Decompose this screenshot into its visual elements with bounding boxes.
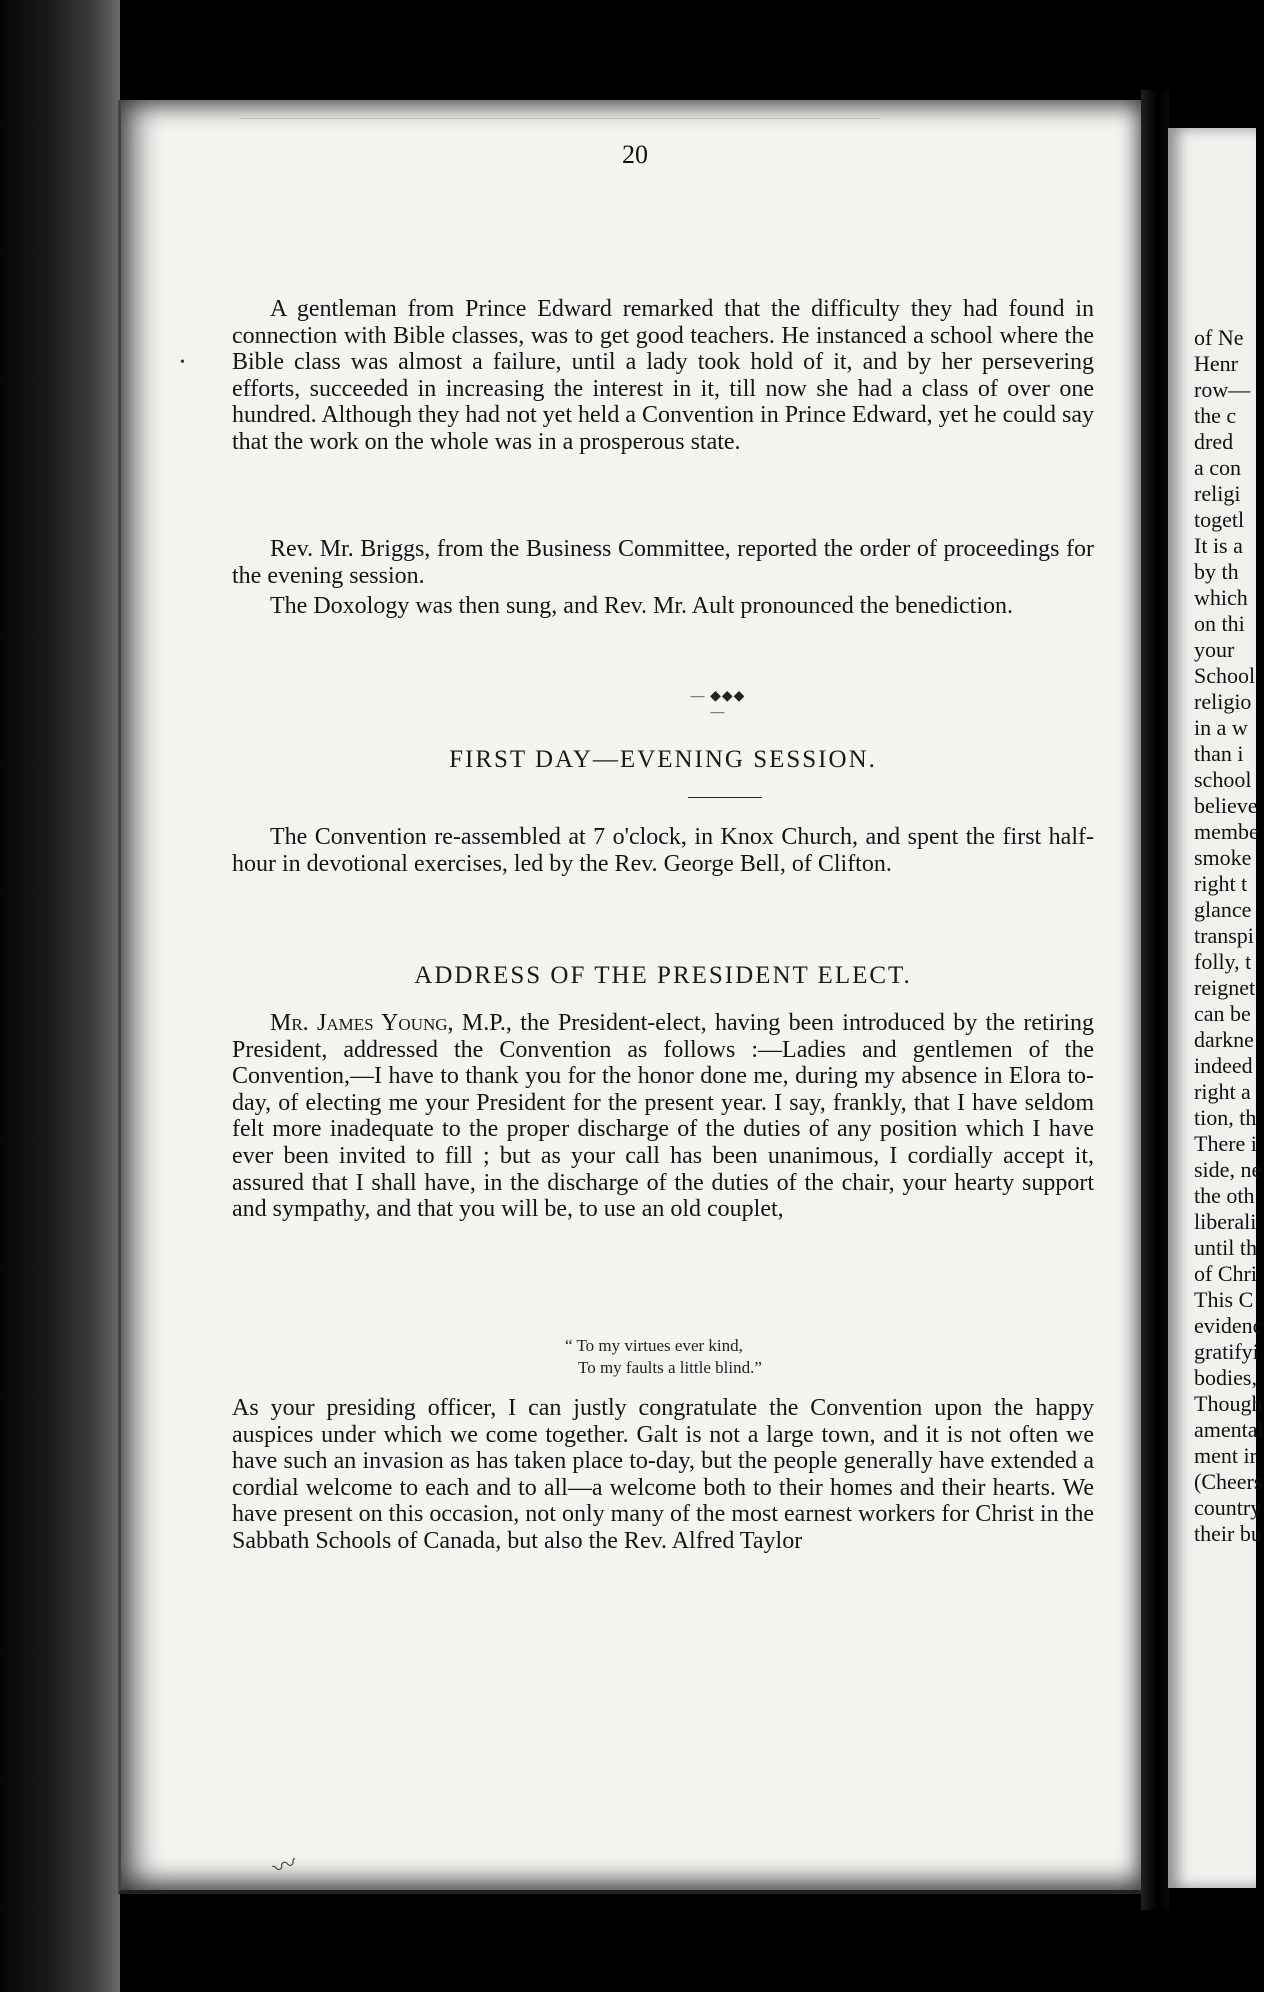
facing-line: the oth bbox=[1194, 1183, 1255, 1208]
paragraph-prince-edward: A gentleman from Prince Edward remarked that the difficulty they had found in connection with Bible classes, was to get good teachers. He instanced a school where the Bible class was almost a failure, until a lady took hold of it, and by her persevering efforts, succeeded in increasing the interest in it, till now she had a class of over one hundred. Although they had not yet held a Convention in Prince Edward, yet he could say that the work on the whole was in a prosperous state. bbox=[232, 296, 1094, 455]
facing-line: right a bbox=[1194, 1079, 1251, 1104]
facing-line: folly, t bbox=[1194, 949, 1252, 974]
facing-line: in a w bbox=[1194, 715, 1248, 740]
facing-line: can be bbox=[1194, 1001, 1251, 1026]
facing-line: until th bbox=[1194, 1235, 1257, 1260]
facing-line: by th bbox=[1194, 559, 1239, 584]
paragraph-convention-reassembled: The Convention re-assembled at 7 o'clock, in Knox Church, and spent the first half-hour in devotional exercises, led by the Rev. George Bell, of Clifton. bbox=[232, 824, 1094, 877]
facing-page bbox=[1168, 128, 1264, 1888]
facing-line: country bbox=[1194, 1495, 1262, 1520]
facing-line: gratifyi bbox=[1194, 1339, 1259, 1364]
facing-line: bodies, bbox=[1194, 1365, 1257, 1390]
facing-line: of Ne bbox=[1194, 325, 1244, 350]
facing-line: liberali bbox=[1194, 1209, 1257, 1234]
facing-line: dred bbox=[1194, 429, 1234, 454]
facing-line: their bu bbox=[1194, 1521, 1262, 1546]
book-left-edge bbox=[0, 0, 120, 1992]
facing-line: membe bbox=[1194, 819, 1259, 844]
paragraph-presiding-officer: As your presiding officer, I can justly congratulate the Convention upon the happy auspices under which we come together. Galt is not a large town, and it is not often we have such an invasion as has taken place to-day, but the people generally have extended a cordial welcome to each and to all—a welcome both to their homes and their hearts. We have present on this occasion, not only many of the most earnest workers for Christ in the Sabbath Schools of Canada, but also the Rev. Alfred Taylor bbox=[232, 1395, 1094, 1554]
paragraph-business-committee: Rev. Mr. Briggs, from the Business Committee, reported the order of proceedings for the evening session. bbox=[232, 536, 1094, 589]
page-number: 20 bbox=[622, 140, 648, 169]
facing-line: believe bbox=[1194, 793, 1258, 818]
facing-line: your bbox=[1194, 637, 1235, 662]
paragraph-doxology: The Doxology was then sung, and Rev. Mr. Ault pronounced the benediction. bbox=[270, 593, 1013, 619]
facing-line: Though bbox=[1194, 1391, 1263, 1416]
paragraph-president-address bbox=[232, 1010, 1094, 1223]
facing-line: religio bbox=[1194, 689, 1252, 714]
page-top-rule bbox=[240, 118, 880, 119]
facing-line: smoke bbox=[1194, 845, 1252, 870]
facing-line: indeed bbox=[1194, 1053, 1253, 1078]
facing-line: It is a bbox=[1194, 533, 1243, 558]
facing-line: togetl bbox=[1194, 507, 1245, 532]
facing-line: This C bbox=[1194, 1287, 1254, 1312]
heading-rule bbox=[688, 797, 762, 798]
verse-line-2: To my faults a little blind.” bbox=[578, 1358, 762, 1377]
facing-line: the c bbox=[1194, 403, 1237, 428]
facing-line: a con bbox=[1194, 455, 1242, 480]
facing-line: side, ne bbox=[1194, 1157, 1262, 1182]
facing-line: reignet bbox=[1194, 975, 1256, 1000]
margin-speck: • bbox=[180, 355, 185, 370]
facing-line: than i bbox=[1194, 741, 1244, 766]
facing-line: School bbox=[1194, 663, 1256, 688]
facing-line: of Chri bbox=[1194, 1261, 1257, 1286]
facing-line: darkne bbox=[1194, 1027, 1254, 1052]
verse-line-1: “ To my virtues ever kind, bbox=[565, 1336, 743, 1355]
margin-scribble: 〰 bbox=[269, 1850, 301, 1884]
facing-line: religi bbox=[1194, 481, 1241, 506]
facing-line: on thi bbox=[1194, 611, 1245, 636]
facing-line: transpi bbox=[1194, 923, 1254, 948]
facing-line: (Cheers bbox=[1194, 1469, 1263, 1494]
speaker-name: Mr. James Young, M.P., bbox=[270, 1010, 512, 1036]
section-ornament: — ◆◆◆ — bbox=[690, 689, 746, 720]
facing-line: which bbox=[1194, 585, 1248, 610]
facing-line: school bbox=[1194, 767, 1252, 792]
heading-first-day-evening: FIRST DAY—EVENING SESSION. bbox=[449, 746, 877, 773]
facing-line: tion, th bbox=[1194, 1105, 1257, 1130]
facing-line: right t bbox=[1194, 871, 1248, 896]
facing-line: amental bbox=[1194, 1417, 1264, 1442]
facing-line: Henr bbox=[1194, 351, 1238, 376]
heading-address-president: ADDRESS OF THE PRESIDENT ELECT. bbox=[414, 962, 912, 989]
facing-line: evidenc bbox=[1194, 1313, 1263, 1338]
facing-line: glance bbox=[1194, 897, 1252, 922]
facing-line: row— bbox=[1194, 377, 1251, 402]
facing-line: There i bbox=[1194, 1131, 1257, 1156]
book-gutter bbox=[1141, 90, 1169, 1910]
facing-line: ment ir bbox=[1194, 1443, 1257, 1468]
address-text: the President-elect, having been introduced by the retiring President, addressed the Convention as follows :—Ladies and gentlemen of the Convention,—I have to thank you for the honor done me, during my absence in Elora to-day, of electing me your President for the present year. I say, frankly, that I have seldom felt more inadequate to the proper discharge of the duties of any position which I have ever been invited to fill ; but as your call has been unanimous, I cordially accept it, assured that I shall have, in the discharge of the duties of the chair, your hearty support and sympathy, and that you will be, to use an old couplet, bbox=[232, 1010, 1094, 1223]
